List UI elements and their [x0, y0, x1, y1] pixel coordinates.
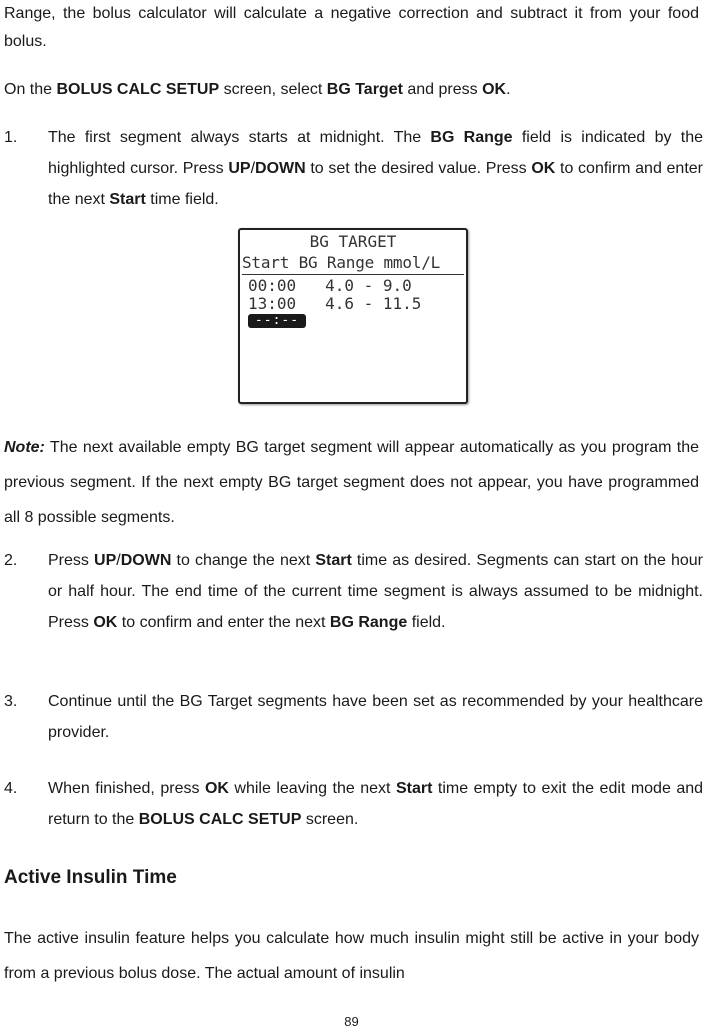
page-number: 89 — [344, 1014, 359, 1029]
lcd-column-header: Start BG Range mmol/L — [242, 253, 441, 272]
step-number: 3. — [4, 693, 18, 710]
note-paragraph — [4, 430, 699, 535]
bold: OK — [204, 780, 229, 797]
bold-bg-target: BG Target — [326, 81, 403, 98]
intro-text: Range, the bolus calculator will calculate a negative correction and subtract it from your food bolus. — [4, 5, 699, 50]
step-text — [48, 122, 703, 215]
lcd-highlighted-cursor: --:-- — [248, 314, 306, 328]
note-text: The next available empty BG target segment will appear automatically as you program the previous segment. If the next empty BG target segment does not appear, you have programmed all 8 possible segments. — [4, 439, 699, 526]
bold: OK — [531, 160, 556, 177]
lcd-start-time: 13:00 — [248, 294, 297, 313]
text: to confirm and enter the next — [117, 614, 330, 631]
text: Continue until the BG Target segments have been set as recommended by your healthcare provider. — [48, 693, 703, 741]
text: time field. — [145, 191, 219, 208]
lcd-start-time: 00:00 — [248, 276, 297, 295]
lcd-header-divider — [242, 274, 464, 275]
text: to set the desired value. Press — [305, 160, 532, 177]
bold: OK — [93, 614, 118, 631]
text: to change the next — [171, 552, 316, 569]
note-label: Note: — [4, 439, 45, 456]
bold: UP — [228, 160, 251, 177]
bold-screen-name: BOLUS CALC SETUP — [56, 81, 220, 98]
bold: BOLUS CALC SETUP — [138, 811, 302, 828]
step-number: 4. — [4, 780, 18, 797]
section-text: The active insulin feature helps you calculate how much insulin might still be active in your body from a previous bolus dose. The actual amount of insulin — [4, 930, 699, 982]
bold: Start — [109, 191, 146, 208]
lcd-bg-range: 4.6 - 11.5 — [325, 294, 422, 313]
text: . — [506, 81, 511, 98]
text: to confirm and enter the next — [48, 160, 703, 208]
text: / — [250, 160, 256, 177]
bold: BG Range — [430, 129, 513, 146]
text: screen. — [301, 811, 359, 828]
lcd-bg-range: 4.0 - 9.0 — [325, 276, 412, 295]
text: When finished, press — [48, 780, 205, 797]
text: time as desired. Segments can start on the hour or half hour. The end time of the current time segment is always assumed to be midnight. Press — [48, 552, 703, 631]
text: field is indicated by the highlighted cursor. Press — [48, 129, 703, 177]
active-insulin-paragraph — [4, 921, 699, 991]
intro-paragraph — [4, 0, 699, 56]
text: On the — [4, 81, 57, 98]
bold: Start — [315, 552, 352, 569]
step-number: 1. — [4, 129, 18, 146]
text: field. — [407, 614, 446, 631]
text: screen, select — [219, 81, 327, 98]
text: and press — [402, 81, 483, 98]
lcd-title: BG TARGET — [309, 232, 397, 251]
bold: DOWN — [255, 160, 306, 177]
select-bg-target-paragraph — [4, 76, 699, 104]
bold: UP — [94, 552, 117, 569]
lcd-row — [248, 276, 412, 296]
text: / — [116, 552, 121, 569]
step-number: 2. — [4, 552, 18, 569]
text: time empty to exit the edit mode and return to the — [48, 780, 703, 828]
step-text — [48, 545, 703, 638]
bold-ok: OK — [482, 81, 507, 98]
step-text — [48, 773, 703, 835]
text: while leaving the next — [228, 780, 396, 797]
bold: Start — [395, 780, 433, 797]
section-heading: Active Insulin Time — [4, 867, 177, 888]
step-text — [48, 686, 703, 748]
lcd-screen-bg-target — [238, 228, 468, 404]
lcd-row — [248, 294, 421, 314]
text: Press — [48, 552, 95, 569]
bold: DOWN — [120, 552, 172, 569]
text: The first segment always starts at midnight. The — [48, 129, 431, 146]
bold: BG Range — [329, 614, 408, 631]
